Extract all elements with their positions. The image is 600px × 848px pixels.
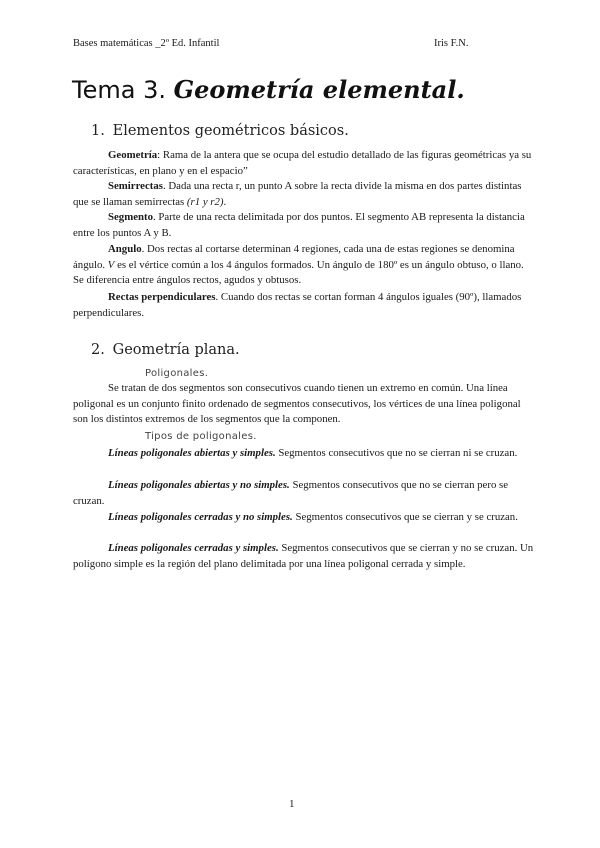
term-angulo: Angulo	[108, 243, 142, 255]
paragraph-tipo2	[73, 478, 535, 509]
title-subtitle: Geometría elemental.	[173, 75, 465, 104]
section1-heading-text: Elementos geométricos básicos.	[112, 123, 349, 139]
term-tipo2: Líneas poligonales abiertas y no simples.	[108, 479, 290, 491]
section2-heading-text: Geometría plana.	[112, 342, 240, 358]
italic-angulo: V	[107, 258, 115, 271]
section1-number: 1.	[91, 123, 105, 139]
text-poligonales: Se tratan de dos segmentos son consecutivos cuando tienen un extremo en común. Una línea poligonal es un conjunto finito ordenado de segmentos consecutivos, los vértices de una línea poligonal son los distintos extremos de los segmentos que la componen.	[73, 382, 521, 426]
paragraph-segmento	[73, 210, 535, 241]
paragraph-tipo3	[73, 510, 535, 526]
section2-heading	[91, 342, 240, 358]
term-tipo1: Líneas poligonales abiertas y simples.	[108, 447, 276, 459]
title-prefix: Tema 3.	[72, 76, 166, 104]
text-semirrectas: . Dada una recta r, un punto A sobre la recta divide la misma en dos partes distintas que se llaman semirrectas	[73, 180, 522, 208]
text-tipo1: Segmentos consecutivos que no se cierran ni se cruzan.	[275, 447, 518, 459]
text-tipo3: Segmentos consecutivos que se cierran y se cruzan.	[292, 511, 518, 523]
term-tipo3: Líneas poligonales cerradas y no simples.	[108, 511, 293, 523]
header-left: Bases matemáticas _2º Ed. Infantil	[73, 38, 220, 49]
label-poligonales: Poligonales.	[145, 368, 209, 379]
text-angulo-a: . Dos rectas al cortarse determinan 4 regiones, cada una de estas regiones se denomina ángulo.	[73, 243, 515, 271]
text-geometria: : Rama de la antera que se ocupa del estudio detallado de las figuras geométricas ya su características, en plano y en el espacio”	[73, 149, 532, 177]
page-title	[72, 75, 465, 104]
text-perpendiculares: . Cuando dos rectas se cortan forman 4 ángulos iguales (90º), llamados perpendiculares.	[73, 291, 522, 319]
paragraph-tipo1	[73, 446, 535, 462]
paragraph-poligonales	[73, 381, 535, 428]
page-number: 1	[289, 798, 295, 810]
section1-heading	[91, 123, 349, 139]
term-tipo4: Líneas poligonales cerradas y simples.	[108, 542, 279, 554]
paragraph-semirrectas	[73, 179, 535, 210]
text-tipo2: Segmentos consecutivos que no se cierran pero se cruzan.	[73, 479, 509, 507]
label-tipos: Tipos de poligonales.	[145, 431, 257, 442]
header-right: Iris F.N.	[434, 38, 469, 49]
paragraph-perpendiculares	[73, 290, 535, 321]
term-perpendiculares: Rectas perpendiculares	[108, 291, 216, 303]
paragraph-geometria	[73, 148, 535, 179]
paragraph-tipo4	[73, 541, 535, 572]
term-geometria: Geometría	[108, 149, 158, 161]
italic-semirrectas: (r1 y r2)	[186, 195, 224, 208]
section2-number: 2.	[91, 342, 105, 358]
text-segmento: . Parte de una recta delimitada por dos puntos. El segmento AB representa la distancia entre los puntos A y B.	[73, 211, 525, 239]
term-semirrectas: Semirrectas	[108, 180, 163, 192]
text-angulo-b: es el vértice común a los 4 ángulos formados. Un ángulo de 180º es un ángulo obtuso, o llano. Se diferencia entre ángulos rectos, agudos y obtusos.	[73, 258, 524, 287]
paragraph-angulo	[73, 242, 535, 289]
end-semirrectas: .	[223, 195, 227, 208]
text-tipo4: Segmentos consecutivos que se cierran y no se cruzan. Un polígono simple es la región del plano delimitada por una línea poligonal cerrada y simple.	[73, 542, 534, 570]
term-segmento: Segmento	[108, 211, 153, 223]
